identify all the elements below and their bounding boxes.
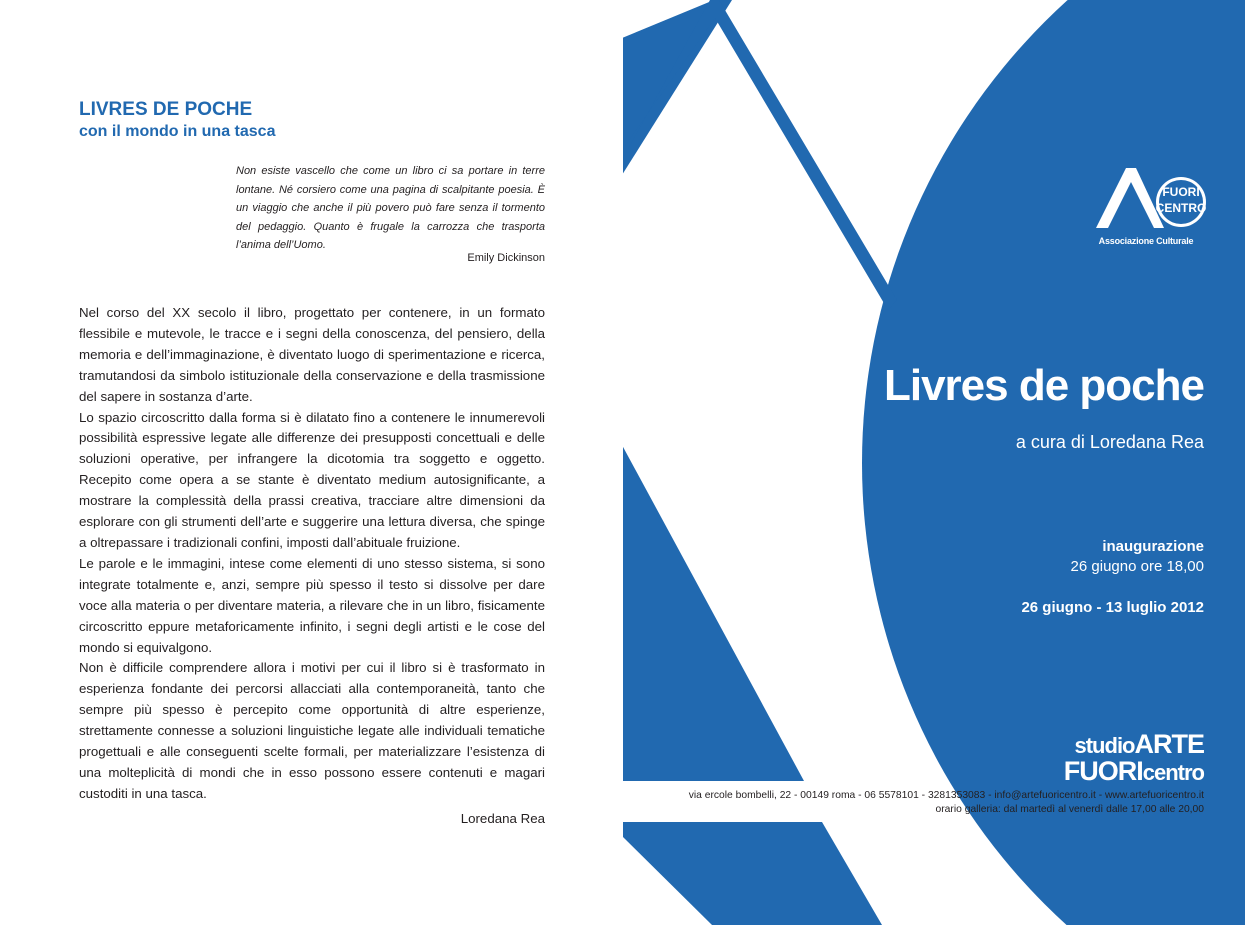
body-paragraph: Le parole e le immagini, intese come elementi di uno stesso sistema, si sono integrate totalmente e, anzi, sempre più spesso il testo si dissolve per dare voce alla materia o per diventare materia, a rilevare che in un libro, fisicamente circoscritto eppure metaforicamente infinito, i segni degli artisti e le cose del mondo si equivalgono. — [79, 555, 545, 655]
studio-arte-fuoricentro-wordmark: studioARTE FUORIcentro — [1063, 729, 1204, 786]
epigraph-author: Emily Dickinson — [467, 252, 545, 264]
cover-title: Livres de poche — [883, 361, 1204, 410]
body-text — [79, 303, 545, 805]
gallery-contact — [689, 789, 1204, 817]
body-author: Loredana Rea — [460, 811, 545, 826]
logo-caption: Associazione Culturale — [1098, 236, 1194, 246]
left-panel — [0, 0, 620, 925]
left-triangle-lower — [622, 445, 804, 781]
page-subtitle: con il mondo in una tasca — [79, 123, 276, 140]
left-triangle-upper — [622, 0, 732, 175]
inauguration-label: inaugurazione — [1102, 538, 1204, 555]
exhibition-dates: 26 giugno - 13 luglio 2012 — [1021, 599, 1204, 616]
page-title: LIVRES DE POCHE — [79, 99, 253, 120]
body-paragraph: Nel corso del XX secolo il libro, progettato per contenere, in un formato flessibile e mutevole, le tracce e i segni della conoscenza, del pensiero, della memoria e dell’immaginazione, è diventato luogo di sperimentazione e ricerca, tramutandosi da simbolo istituzionale della conservazione e della trasmissione del sapere in sostanza d’arte. — [79, 305, 545, 404]
inauguration-date: 26 giugno ore 18,00 — [1070, 558, 1204, 575]
cover-panel — [622, 0, 1245, 925]
curator-line: a cura di Loredana Rea — [1015, 432, 1204, 452]
gallery-address: via ercole bombelli, 22 - 00149 roma - 06 5578101 - 3281353083 - info@artefuoricentro.it - www.artefuoricentro.it — [688, 790, 1204, 801]
epigraph-quote: Non esiste vascello che come un libro ci sa portare in terre lontane. Né corsiero come una pagina di scalpitante poesia. È un viaggio che anche il più povero può fare senza il tormento del pedaggio. Quanto è frugale la carrozza che trasporta l’anima dell’Uomo. — [236, 165, 545, 251]
body-paragraph: Lo spazio circoscritto dalla forma si è dilatato fino a contenere le innumerevoli possibilità espressive legate alle differenze dei presupposti concettuali e delle soluzioni operative, per infrangere la dicotomia tra soggetto e oggetto. Recepito come opera a se stante è diventato medium autosignificante, a mostrare la complessità della prassi creativa, tracciare altre dimensioni da esplorare con gli strumenti dell’arte e suggerire una lettura diversa, che spinge a oltrepassare i tradizionali confini, imposti dall’abituale fruizione. — [79, 409, 545, 550]
logo-text-centro: CENTRO — [1155, 201, 1207, 215]
logo-triangle — [1096, 168, 1164, 228]
gallery-hours: orario galleria: dal martedì al venerdì dalle 17,00 alle 20,00 — [935, 804, 1204, 815]
logo-text-fuori: FUORI — [1162, 185, 1200, 199]
body-paragraph: Non è difficile comprendere allora i motivi per cui il libro si è trasformato in esperienza fondante dei percorsi allacciati alla contemporaneità, tanto che sempre più spesso è percepito come opportunità di altre esperienze, strettamente connesse a soluzioni linguistiche legate alle individuali tematiche progettuali e alle conseguenti scelte formali, per materializzare l’esistenza di una molteplicità di mondi che in esso possono essere contenuti e magari custoditi in una tasca. — [79, 660, 545, 801]
